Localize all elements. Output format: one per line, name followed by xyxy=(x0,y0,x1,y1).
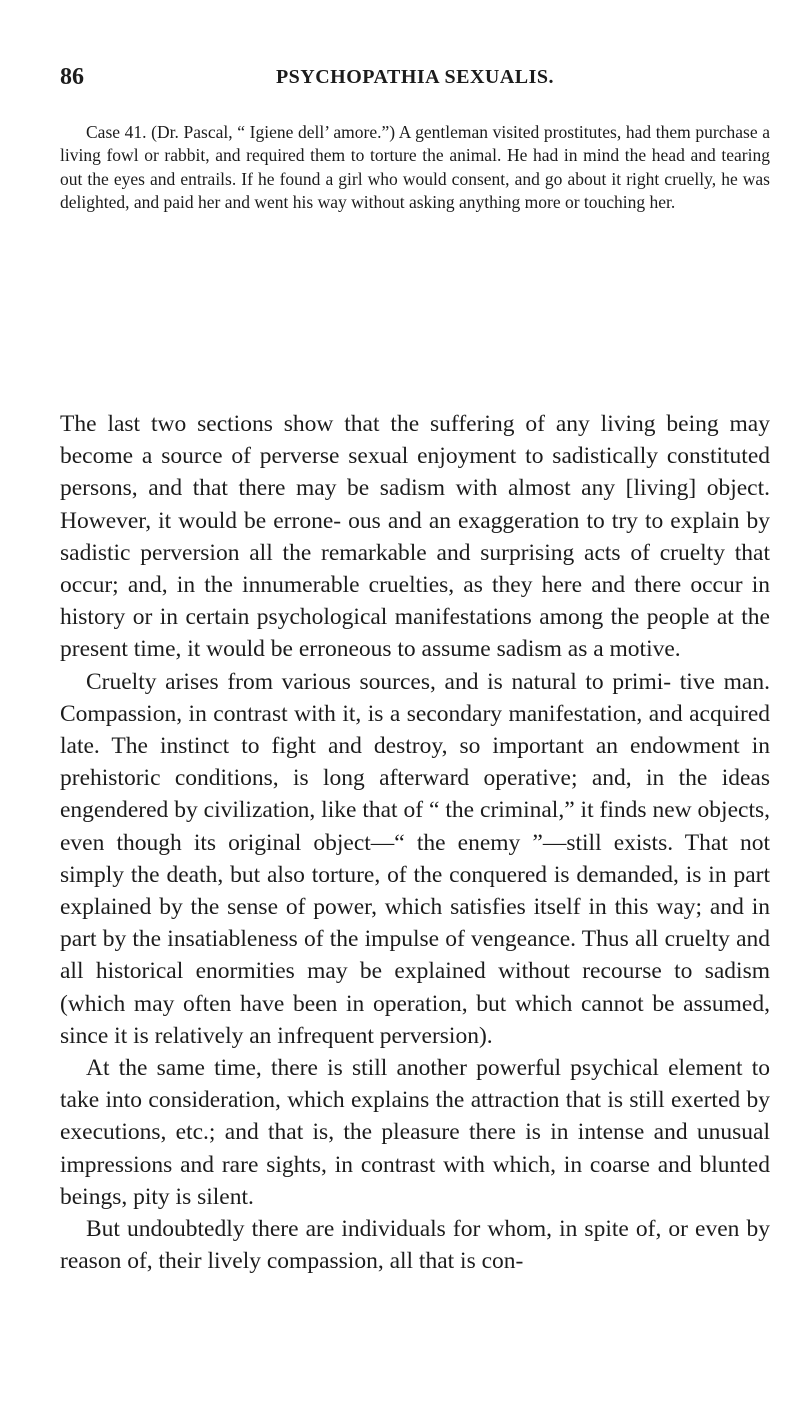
page-number: 86 xyxy=(60,64,84,90)
main-text xyxy=(60,408,770,1277)
paragraph-3: At the same time, there is still another powerful psychical element to take into consideration, which explains the attraction that is still exerted by executions, etc.; and that is, the pleasure there is in intense and unusual impressions and rare sights, in contrast with which, in coarse and blunted beings, pity is silent. xyxy=(60,1055,770,1210)
paragraph-2: Cruelty arises from various sources, and is natural to primi- tive man. Compassion, in contrast with it, is a secondary manifestation, and acquired late. The instinct to fight and destroy, so important an endowment in prehistoric conditions, is long afterward operative; and, in the ideas engendered by civilization, like that of “ the criminal,” it finds new objects, even though its original object—“ the enemy ”—still exists. That not simply the death, but also torture, of the conquered is demanded, is in part explained by the sense of power, which satisfies itself in this way; and in part by the insatiableness of the impulse of vengeance. Thus all cruelty and all historical enormities may be explained without recourse to sadism (which may often have been in operation, but which cannot be assumed, since it is relatively an infrequent perversion). xyxy=(60,668,770,1049)
case-report: Case 41. (Dr. Pascal, “ Igiene dell’ amore.”) A gentleman visited prostitutes, had them purchase a living fowl or rabbit, and required them to torture the animal. He had in mind the head and tearing out the eyes and entrails. If he found a girl who would consent, and go about it right cruelly, he was delighted, and paid her and went his way without asking anything more or touching her. xyxy=(60,122,770,212)
paragraph-1: The last two sections show that the suffering of any living being may become a source of perverse sexual enjoyment to sadistically constituted persons, and that there may be sadism with almost any [living] object. However, it would be errone- ous and an exaggeration to try to explain by sadistic perversion all the remarkable and surprising acts of cruelty that occur; and, in the innumerable cruelties, as they here and there occur in history or in certain psychological manifestations among the people at the present time, it would be erroneous to assume sadism as a motive. xyxy=(60,411,770,663)
paragraph-4: But undoubtedly there are individuals for whom, in spite of, or even by reason of, their lively compassion, all that is con- xyxy=(60,1216,770,1275)
running-head xyxy=(60,64,770,94)
running-title: PSYCHOPATHIA SEXUALIS. xyxy=(275,66,555,88)
